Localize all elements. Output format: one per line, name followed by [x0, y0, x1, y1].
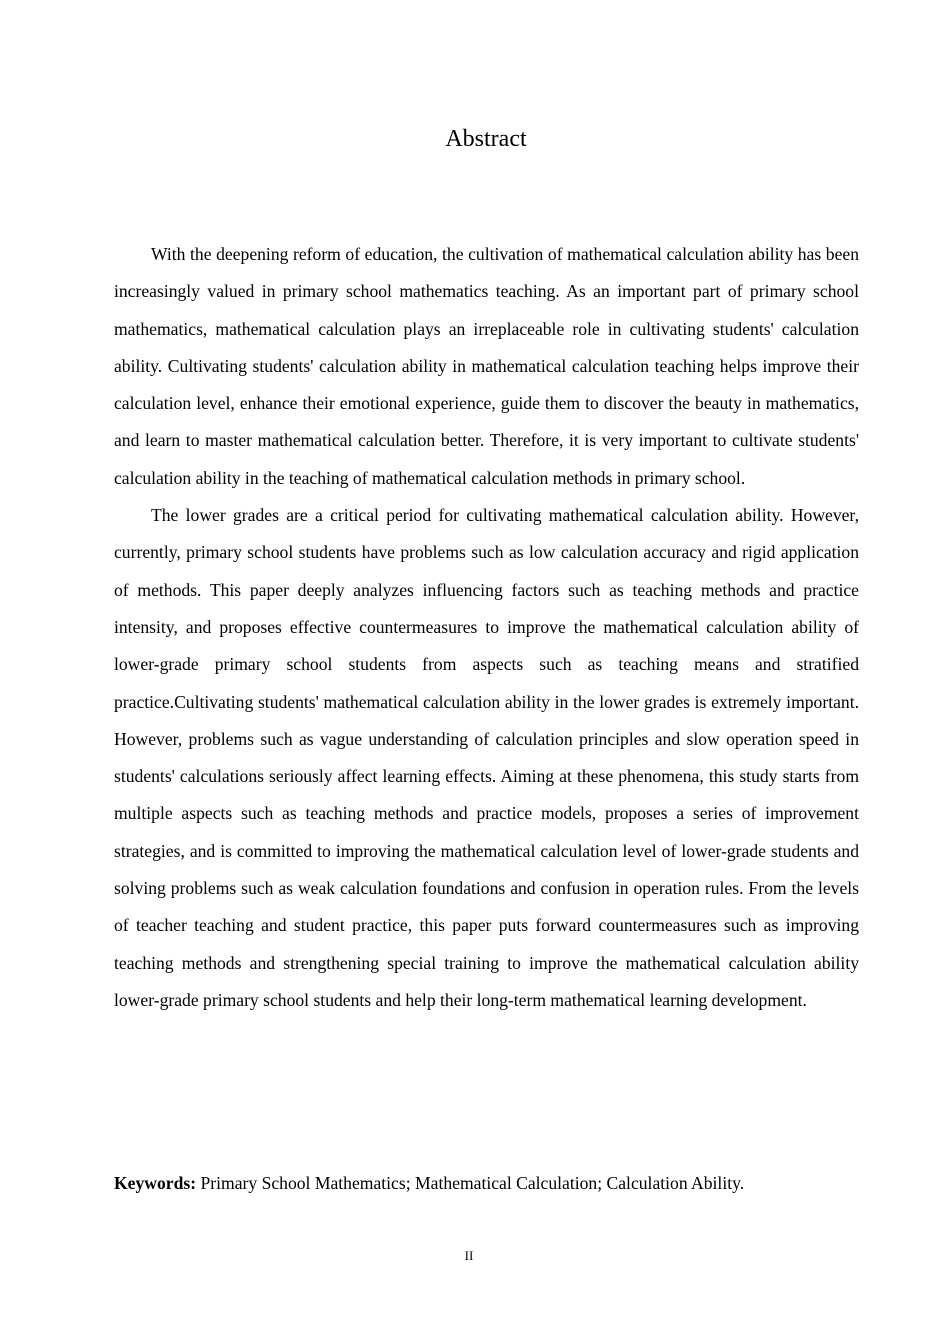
page-number: II — [464, 1248, 474, 1263]
abstract-paragraph-2: The lower grades are a critical period for cultivating mathematical calculation ability. However, currently, primary school students have problems such as low calculation accuracy and rigid application of methods. This paper deeply analyzes influencing factors such as teaching methods and practice intensity, and proposes effective countermeasures to improve the mathematical calculation ability of lower-grade primary school students from aspects such as teaching means and stratified practice.Cultivating students' mathematical calculation ability in the lower grades is extremely important. However, problems such as vague understanding of calculation principles and slow operation speed in students' calculations seriously affect learning effects. Aiming at these phenomena, this study starts from multiple aspects such as teaching methods and practice models, proposes a series of improvement strategies, and is committed to improving the mathematical calculation level of lower-grade students and solving problems such as weak calculation foundations and confusion in operation rules. From the levels of teacher teaching and student practice, this paper puts forward countermeasures such as improving teaching methods and strengthening special training to improve the mathematical calculation ability lower-grade primary school students and help their long-term mathematical learning development. — [114, 505, 859, 1010]
keywords-label: Keywords: — [114, 1173, 197, 1193]
abstract-body — [114, 236, 859, 1019]
keywords-text: Primary School Mathematics; Mathematical Calculation; Calculation Ability. — [196, 1173, 745, 1193]
keywords-line — [114, 1168, 859, 1198]
page-title: Abstract — [445, 126, 527, 152]
abstract-paragraph-1: With the deepening reform of education, the cultivation of mathematical calculation ability has been increasingly valued in primary school mathematics teaching. As an important part of primary school mathematics, mathematical calculation plays an irreplaceable role in cultivating students' calculation ability. Cultivating students' calculation ability in mathematical calculation teaching helps improve their calculation level, enhance their emotional experience, guide them to discover the beauty in mathematics, and learn to master mathematical calculation better. Therefore, it is very important to cultivate students' calculation ability in the teaching of mathematical calculation methods in primary school. — [114, 244, 859, 488]
